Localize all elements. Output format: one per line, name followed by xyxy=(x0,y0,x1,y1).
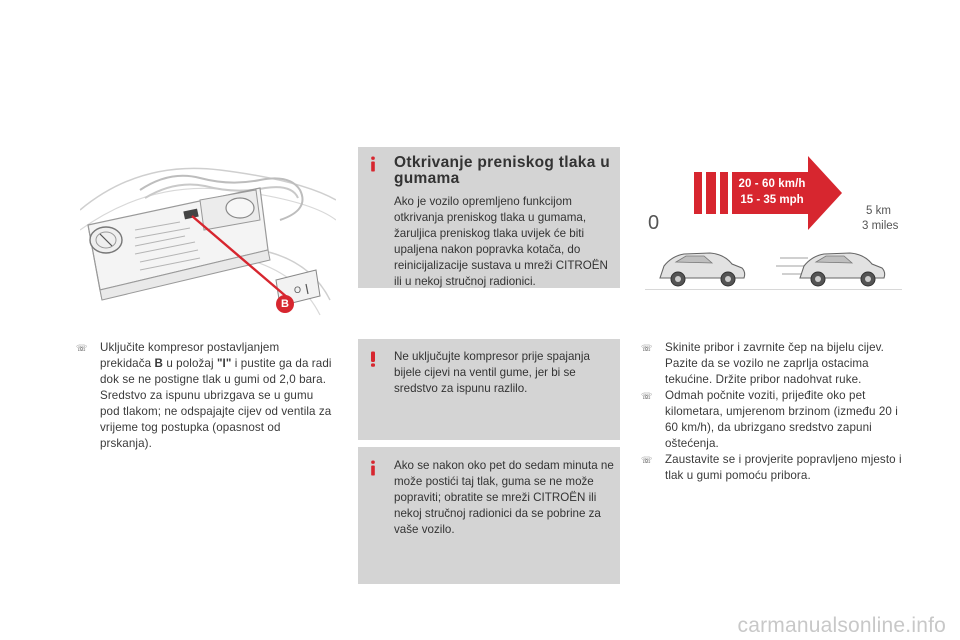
repair-info-box xyxy=(358,447,620,584)
warning-icon xyxy=(365,351,381,367)
tpms-info-box xyxy=(358,147,620,288)
warning-body: Ne uključujte kompresor prije spajanja bijele cijevi na ventil gume, jer bi se sredstvo za ispunu razlilo. xyxy=(394,350,590,395)
distance-km-label: 5 km xyxy=(866,205,891,217)
svg-text:O: O xyxy=(294,285,302,295)
sealant-note: Sredstvo za ispunu ubrizgava se u gumu pod tlakom; ne odspajajte cijev od ventila za vrijeme tog postupka (opasnost od prskanja). xyxy=(100,389,332,450)
speed-mph-label: 15 - 35 mph xyxy=(740,194,804,206)
bullet-marker: ☏ xyxy=(76,343,88,353)
distance-miles-label: 3 miles xyxy=(862,220,899,232)
bullet-marker: ☏ xyxy=(641,391,653,401)
right-bullet-1-text: Skinite pribor i zavrnite čep na bijelu cijev. Pazite da se vozilo ne zaprlja ostacima tekućine. Držite pribor nadohvat ruke. xyxy=(665,341,884,386)
right-bullet-2-text: Odmah počnite voziti, prijeđite oko pet kilometara, umjerenom brzinom (između 20 i 60 km/h), da ubrizgano sredstvo zapuni oštećenja. xyxy=(665,389,898,450)
switch-position: "I" xyxy=(216,357,232,370)
bullet-marker: ☏ xyxy=(641,455,653,465)
right-bullet-3-text: Zaustavite se i provjerite popravljeno mjesto i tlak u gumi pomoću pribora. xyxy=(665,453,902,482)
driving-figure xyxy=(640,150,910,290)
right-bullet-1 xyxy=(641,340,909,388)
start-distance-label: 0 xyxy=(648,212,660,234)
info-icon xyxy=(365,460,381,476)
compressor-illustration xyxy=(80,150,336,320)
switch-letter: B xyxy=(154,357,163,370)
tpms-title: Otkrivanje preniskog tlaka u gumama xyxy=(394,154,610,187)
callout-b-badge xyxy=(276,295,294,313)
compressor-figure xyxy=(80,150,336,320)
warning-box xyxy=(358,339,620,440)
car-moving-illustration xyxy=(776,253,885,286)
callout-b-letter: B xyxy=(281,298,289,310)
speed-kmh-label: 20 - 60 km/h xyxy=(738,178,806,190)
right-bullet-3 xyxy=(641,452,909,484)
right-bullet-2 xyxy=(641,388,909,452)
right-column-text xyxy=(641,340,909,484)
instruction-text-2: u položaj xyxy=(166,357,214,370)
bullet-marker: ☏ xyxy=(641,343,653,353)
info-icon xyxy=(365,156,381,172)
compressor-instruction xyxy=(76,340,332,388)
repair-info-body: Ako se nakon oko pet do sedam minuta ne može postići taj tlak, guma se ne može popraviti; obratite se mreži CITROËN ili nekoj stručnoj radionici da se pobrine za vaše vozilo. xyxy=(394,459,614,536)
left-column-text xyxy=(76,340,332,452)
instruction-text-1: Uključite kompresor postavljanjem prekidača xyxy=(100,341,280,370)
watermark: carmanualsonline.info xyxy=(737,614,946,637)
tpms-body: Ako je vozilo opremljeno funkcijom otkrivanja preniskog tlaka u gumama, žaruljica preniskog tlaka uvijek će biti upaljena nakon popravka kotača, do reinicijalizacije sustava u mreži CITROËN ili u nekoj stručnoj radionici. xyxy=(394,195,608,288)
car-start-illustration xyxy=(660,253,745,286)
instruction-text-3: i pustite ga da radi dok se ne postigne tlak u gumi od 2,0 bara. xyxy=(100,357,332,386)
